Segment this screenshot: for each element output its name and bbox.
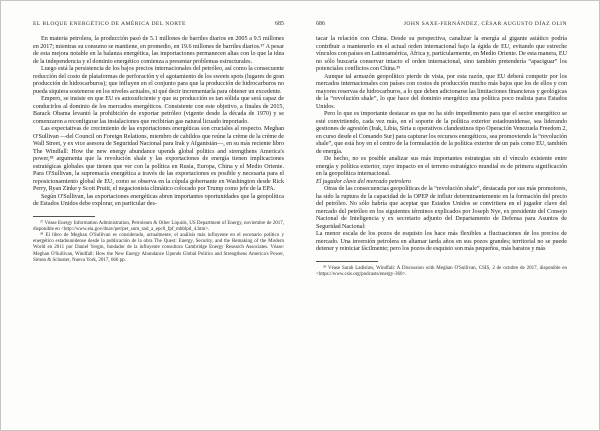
running-head-left [33, 21, 284, 27]
paragraph: De hecho, no es posible analizar sus más importantes estrategias sin el vínculo existente entre energía y política exterior, cuyo impacto en el terreno estratégico mundial es de primera significación en la geopolítica internacional. [316, 156, 567, 177]
body-text-left [33, 36, 284, 209]
running-head-title-right: JOHN SAXE-FERNÁNDEZ, CÉSAR AUGUSTO DÍAZ OLIN [403, 21, 567, 27]
footnote-rule-right [316, 261, 378, 262]
page-number-right: 686 [316, 21, 325, 27]
paragraph: Otras de las consecuencias geopolíticas de la “revolución shale”, destacada por sus más promotores, ha sido la ruptura de la capacidad de la OPEP de influir determinantemente en la formación del precio del petróleo. No sólo habría que aceptar que Estados Unidos se convirtiera en el jugador clave del mercado del petróleo en los siguientes términos explicados por Joseph Nye, ex presidente del Consejo Nacional de Inteligencia y ex secretario adjunto del Departamento de Defensa para Asuntos de Seguridad Nacional: [316, 186, 567, 230]
page-left [1, 1, 300, 430]
footnote-rule-left [33, 216, 95, 217]
page-right [300, 1, 599, 430]
paragraph: En materia petrolera, la producción pasó de 5.1 millones de barriles diarios en 2005 a 9.5 millones en 2017; mientras su consumo se mantiene, en promedio, en 19.6 millones de barriles diarios.³⁷ A pesar de esta mejora notable en la balanza energética, las importaciones permanecen altas con lo que la idea de la independencia y el dominio energético comienza a presentar problemas estructurales. [33, 36, 284, 65]
paragraph: Empero, se insiste en que EU es autosuficiente y que su producción es tan sólida que será capaz de conducirlos al dominio de los mercados energéticos. Consistente con este objetivo, a finales de 2015, Barack Obama levantó la prohibición de exportar petróleo (vigente desde la década de 1970) y se comenzaron a reconfigurar las instalaciones que recibirían gas natural licuado importado. [33, 96, 284, 125]
paragraph: Aunque tal armazón geopolítico pierde de vista, por esta razón, que EU deberá competir por los mercados internacionales con países con costos de producción mucho más bajos que los de ellos y con mayores reservas de hidrocarburos, a lo que deben adicionarse las limitaciones financieras y geológicas de la “revolución shale”, lo que hace del dominio energético una política poco realista para Estados Unidos. [316, 73, 567, 110]
block-quote: La menor escala de los pozos de esquisto los hace más flexibles a fluctuaciones de los precios de mercado. Una inversión petrolera en altamar tarda años en sus pozos grandes; territorial no se puede detener y reiniciar fácilmente; pero los pozos de esquisto son más pequeños, más baratos y más [316, 231, 567, 252]
paragraph: Luego está la persistencia de los bajos precios internacionales del petróleo, así como la consecuente reducción del costo de plataformas de perforación y el agotamiento de los sweets spots (lugares de gran producción de hidrocarburos); que influyen en el conjunto para que la producción de hidrocarburos no pueda siquiera sostenerse en los niveles actuales, ni qué decir incrementarla para obtener un excedente. [33, 66, 284, 95]
footnotes-left [33, 221, 284, 264]
paragraph: Pero lo que es importante destacar es que no ha sido impedimento para que el sector energético se esté convirtiendo, cada vez más, en el soporte de la política exterior estadounidense, sea liderando gestiones de agresión (Irak, Libia, Siria u operativos clandestinos tipo Operación Venezuela Freedom 2, en curso desde el Comando Sur) para capturar los recursos energéticos, sea promoviendo la “revolución shale”, que está hoy en el centro de la formulación de la política exterior de un país como EU, también de energía. [316, 111, 567, 155]
paragraph: tacar la relación con China. Desde su perspectiva, canalizar la energía al gigante asiático podría contribuir a mantenerlo en el actual orden internacional bajo la égida de EU, evitando que estreche vínculos con países en Latinoamérica, África y, particularmente, en Medio Oriente. De esta manera, EU no sólo buscaría conservar intacto el orden internacional, sino también pretendería “apaciguar” los potenciales conflictos con China.³⁹ [316, 36, 567, 72]
paragraph: Según O'Sullivan, las exportaciones energéticas abren importantes oportunidades que la geopolítica de Estados Unidos debe explorar, en particular des- [33, 193, 284, 207]
section-heading: El jugador clave del mercado petrolero [316, 178, 411, 185]
page-number-left: 685 [275, 21, 284, 27]
paragraph: Las expectativas de crecimiento de las exportaciones energéticas son cruciales al respecto. Meghan O'Sullivan —del Council on Foreign Relations, miembro de cabildos que reúne la crème de la crème de Wall Street, y ex vice asesora de Seguridad Nacional para Irak y Afganistán—, en su más reciente libro The Windfall: How the new energy abundance upends global politics and strengthens America's power,³⁸ argumenta que la revolución shale y las exportaciones de energía tienen implicaciones estratégicas globales que tienen que ver con la política en Rusia, Europa, China y el Medio Oriente. Para O'Sullivan, la supremacía energética a través de las exportaciones es posible y necesaria para el reposicionamiento global de EU, como se observa en la cúpula gobernante en Washington desde Rick Perry, Ryan Zinke y Scott Pruitt, el negacionista climático colocado por Trump como jefe de la EPA. [33, 126, 284, 192]
footnote: ³⁹ Véase Sarah Ladislaw, Windfall: A Discussion with Meghan O'Sullivan, CSIS, 2 de octubre de 2017, disponible en <https://www.csis.org/podcasts/energy-360>. [316, 265, 567, 277]
running-head-title-left: EL BLOQUE ENERGÉTICO DE AMÉRICA DEL NORTE [33, 21, 186, 27]
footnotes-right [316, 266, 567, 278]
footnote: ³⁷ Véase Energy Information Administration, Petroleum & Other Liquids, US Department of Energy, noviembre de 2017, disponible en <http://www.eia.gov/dnav/pet/pet_sum_snd_a_epc0_fpf_mbblpd_4.htm>. [33, 220, 284, 232]
running-head-right [316, 21, 567, 27]
body-text-right [316, 36, 567, 254]
footnote: ³⁸ El libro de Meghan O'Sullivan es considerado, actualmente, el análisis más influyente en el escenario político y energético estadounidense desde la publicación de la obra The Quest: Energy, Security, and the Remaking of the Modern World en 2011 por Daniel Yergin, fundador de la influyente consultora Cambridge Energy Research Associates. Véase: Meghan O'Sullivan, Windfall: How the New Energy Abundance Upends Global Politics and Strengthens America's Power, Simon & Schuster, Nueva York, 2017, 666 pp. [33, 232, 284, 263]
